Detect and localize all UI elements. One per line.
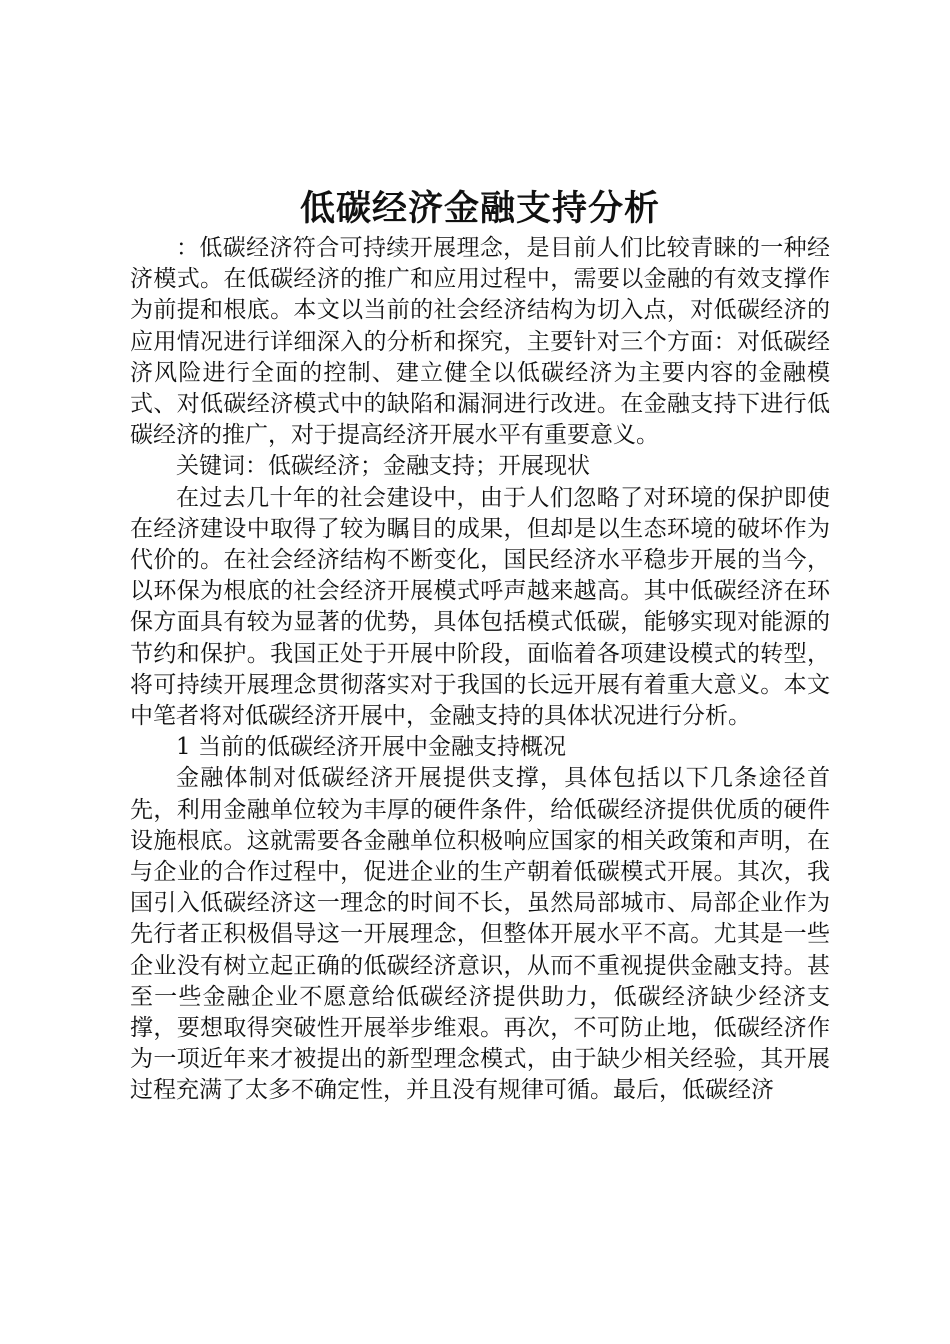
keywords-line: 关键词：低碳经济；金融支持；开展现状 [176,453,590,480]
abstract-paragraph: ：低碳经济符合可持续开展理念，是目前人们比较青睐的一种经济模式。在低碳经济的推广和应用过程中，需要以金融的有效支撑作为前提和根底。本文以当前的社会经济结构为切入点，对低碳经济的应用情况进行详细深入的分析和探究，主要针对三个方面：对低碳经济风险进行全面的控制、建立健全以低碳经济为主要内容的金融模式、对低碳经济模式中的缺陷和漏洞进行改进。在金融支持下进行低碳经济的推广，对于提高经济开展水平有重要意义。 [130,235,830,449]
document-page [130,185,830,1107]
section-1-heading: 1 当前的低碳经济开展中金融支持概况 [176,734,566,761]
intro-paragraph: 在过去几十年的社会建设中，由于人们忽略了对环境的保护即使在经济建设中取得了较为瞩目的成果，但却是以生态环境的破坏作为代价的。在社会经济结构不断变化，国民经济水平稳步开展的当今，以环保为根底的社会经济开展模式呼声越来越高。其中低碳经济在环保方面具有较为显著的优势，具体包括模式低碳，能够实现对能源的节约和保护。我国正处于开展中阶段，面临着各项建设模式的转型，将可持续开展理念贯彻落实对于我国的长远开展有着重大意义。本文中笔者将对低碳经济开展中，金融支持的具体状况进行分析。 [130,484,830,730]
document-title: 低碳经济金融支持分析 [299,188,660,229]
section-1-paragraph: 金融体制对低碳经济开展提供支撑，具体包括以下几条途径首先，利用金融单位较为丰厚的硬件条件，给低碳经济提供优质的硬件设施根底。这就需要各金融单位积极响应国家的相关政策和声明，在与企业的合作过程中，促进企业的生产朝着低碳模式开展。其次，我国引入低碳经济这一理念的时间不长，虽然局部城市、局部企业作为先行者正积极倡导这一开展理念，但整体开展水平不高。尤其是一些企业没有树立起正确的低碳经济意识，从而不重视提供金融支持。甚至一些金融企业不愿意给低碳经济提供助力，低碳经济缺少经济支撑，要想取得突破性开展举步维艰。再次，不可防止地，低碳经济作为一项近年来才被提出的新型理念模式，由于缺少相关经验，其开展过程充满了太多不确定性，并且没有规律可循。最后，低碳经济 [130,765,830,1104]
